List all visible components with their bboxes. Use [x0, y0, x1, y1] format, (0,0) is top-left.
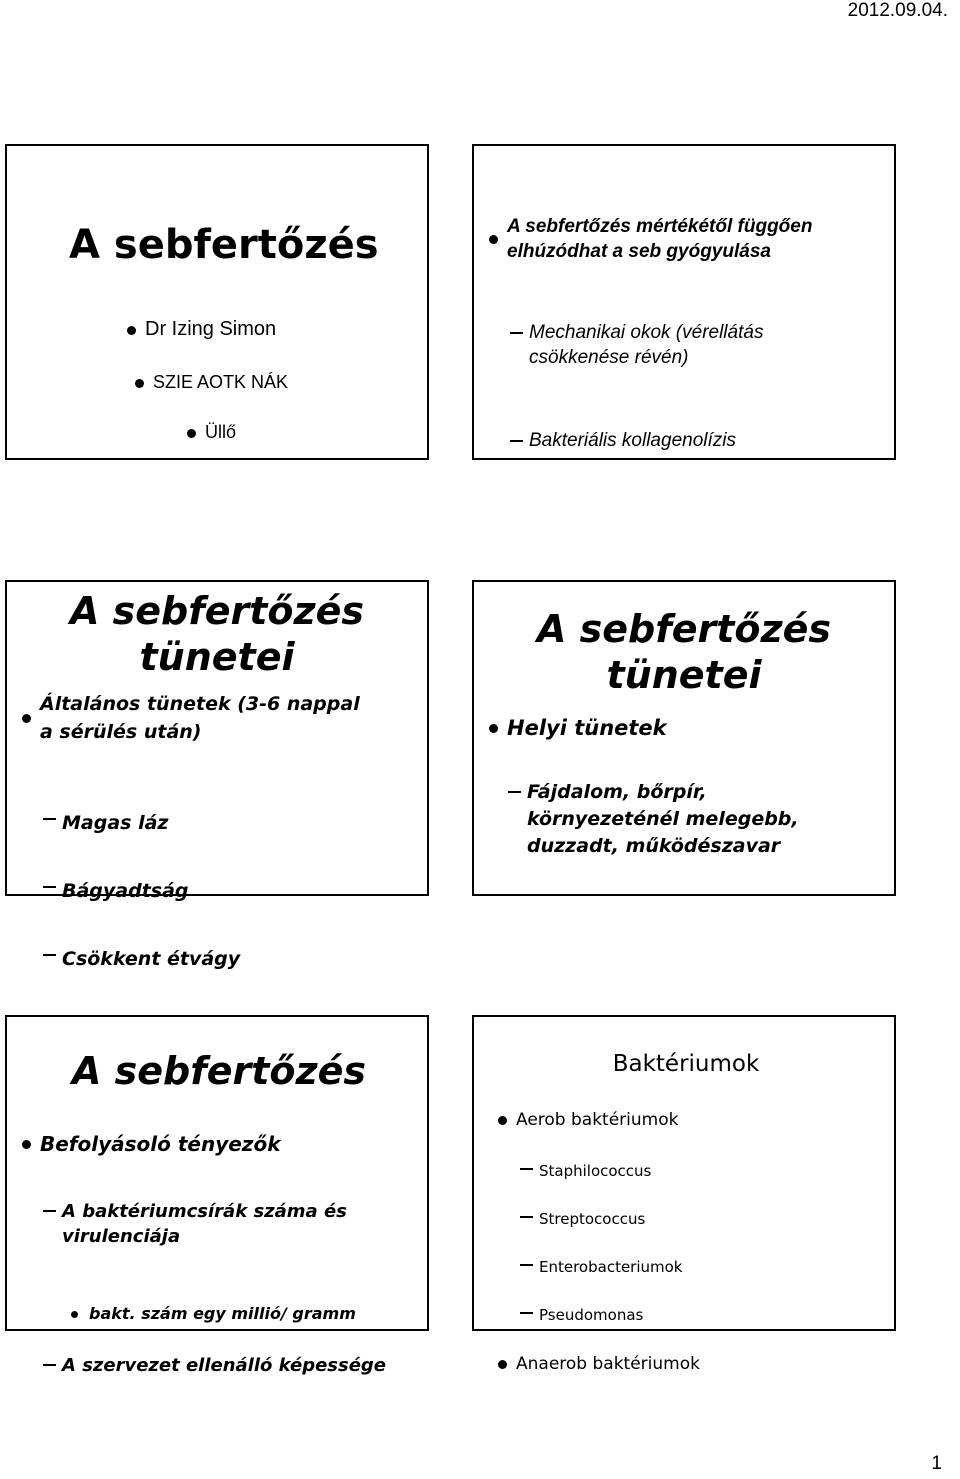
slide-4-sub: Fájdalom, bőrpír, környezeténél melegebb, duzzadt, működészavar [508, 779, 928, 860]
slide-5-sub-2: A szervezet ellenálló képessége [43, 1353, 463, 1378]
slide-3-bullet: Általános tünetek (3-6 nappal a sérülés után) [22, 690, 442, 746]
slide-6-sub-3: Enterobacteriumok [520, 1255, 940, 1279]
slide-4 [472, 580, 896, 896]
slide-5-bullet: Befolyásoló tényezők [22, 1129, 442, 1159]
slide-2-sub-1: Mechanikai okok (vérellátás csökkenése révén) [510, 320, 930, 370]
slide-3-sub-2: Bágyadtság [43, 874, 463, 908]
slide-6-sub-1: Staphilococcus [520, 1159, 940, 1183]
slide-6-sub-4: Pseudomonas [520, 1303, 940, 1327]
slide-4-bullet: Helyi tünetek [489, 714, 909, 742]
slide-3 [5, 580, 429, 970]
slide-1-bullet-1: Dr Izing Simon [127, 318, 547, 341]
slide-4-title: A sebfertőzés tünetei [536, 607, 832, 697]
slide-2-bullet-1: A sebfertőzés mértékétől függően elhúzódhat a seb gyógyulása [489, 214, 909, 264]
slide-1-bullet-2: SZIE AOTK NÁK [135, 372, 555, 393]
page-date: 2012.09.04. [847, 0, 948, 21]
slide-3-title: A sebfertőzés tünetei [69, 589, 365, 679]
slide-3-sub-3: Csökkent étvágy [43, 942, 463, 976]
slide-6 [472, 1015, 896, 1374]
slide-6-title: Baktériumok [612, 1051, 760, 1077]
slide-6-sub-2: Streptococcus [520, 1207, 940, 1231]
slide-2 [472, 144, 896, 460]
page-number: 1 [931, 1453, 942, 1474]
slide-3-sub-1: Magas láz [43, 806, 463, 840]
slide-5-subsub: bakt. szám egy millió/ gramm [71, 1303, 491, 1325]
slide-2-sub-2: Bakteriális kollagenolízis [510, 428, 930, 453]
slide-5 [5, 1015, 429, 1376]
slide-6-bullet-1: Aerob baktériumok [498, 1108, 918, 1132]
slide-5-sub-1: A baktériumcsírák száma és virulenciája [43, 1199, 463, 1249]
slide-1 [5, 144, 429, 460]
slide-1-bullet-3: Üllő [187, 422, 607, 443]
slide-1-title: A sebfertőzés [69, 222, 379, 268]
slide-6-bullet-2: Anaerob baktériumok [498, 1352, 918, 1376]
slide-5-title: A sebfertőzés [71, 1049, 367, 1093]
